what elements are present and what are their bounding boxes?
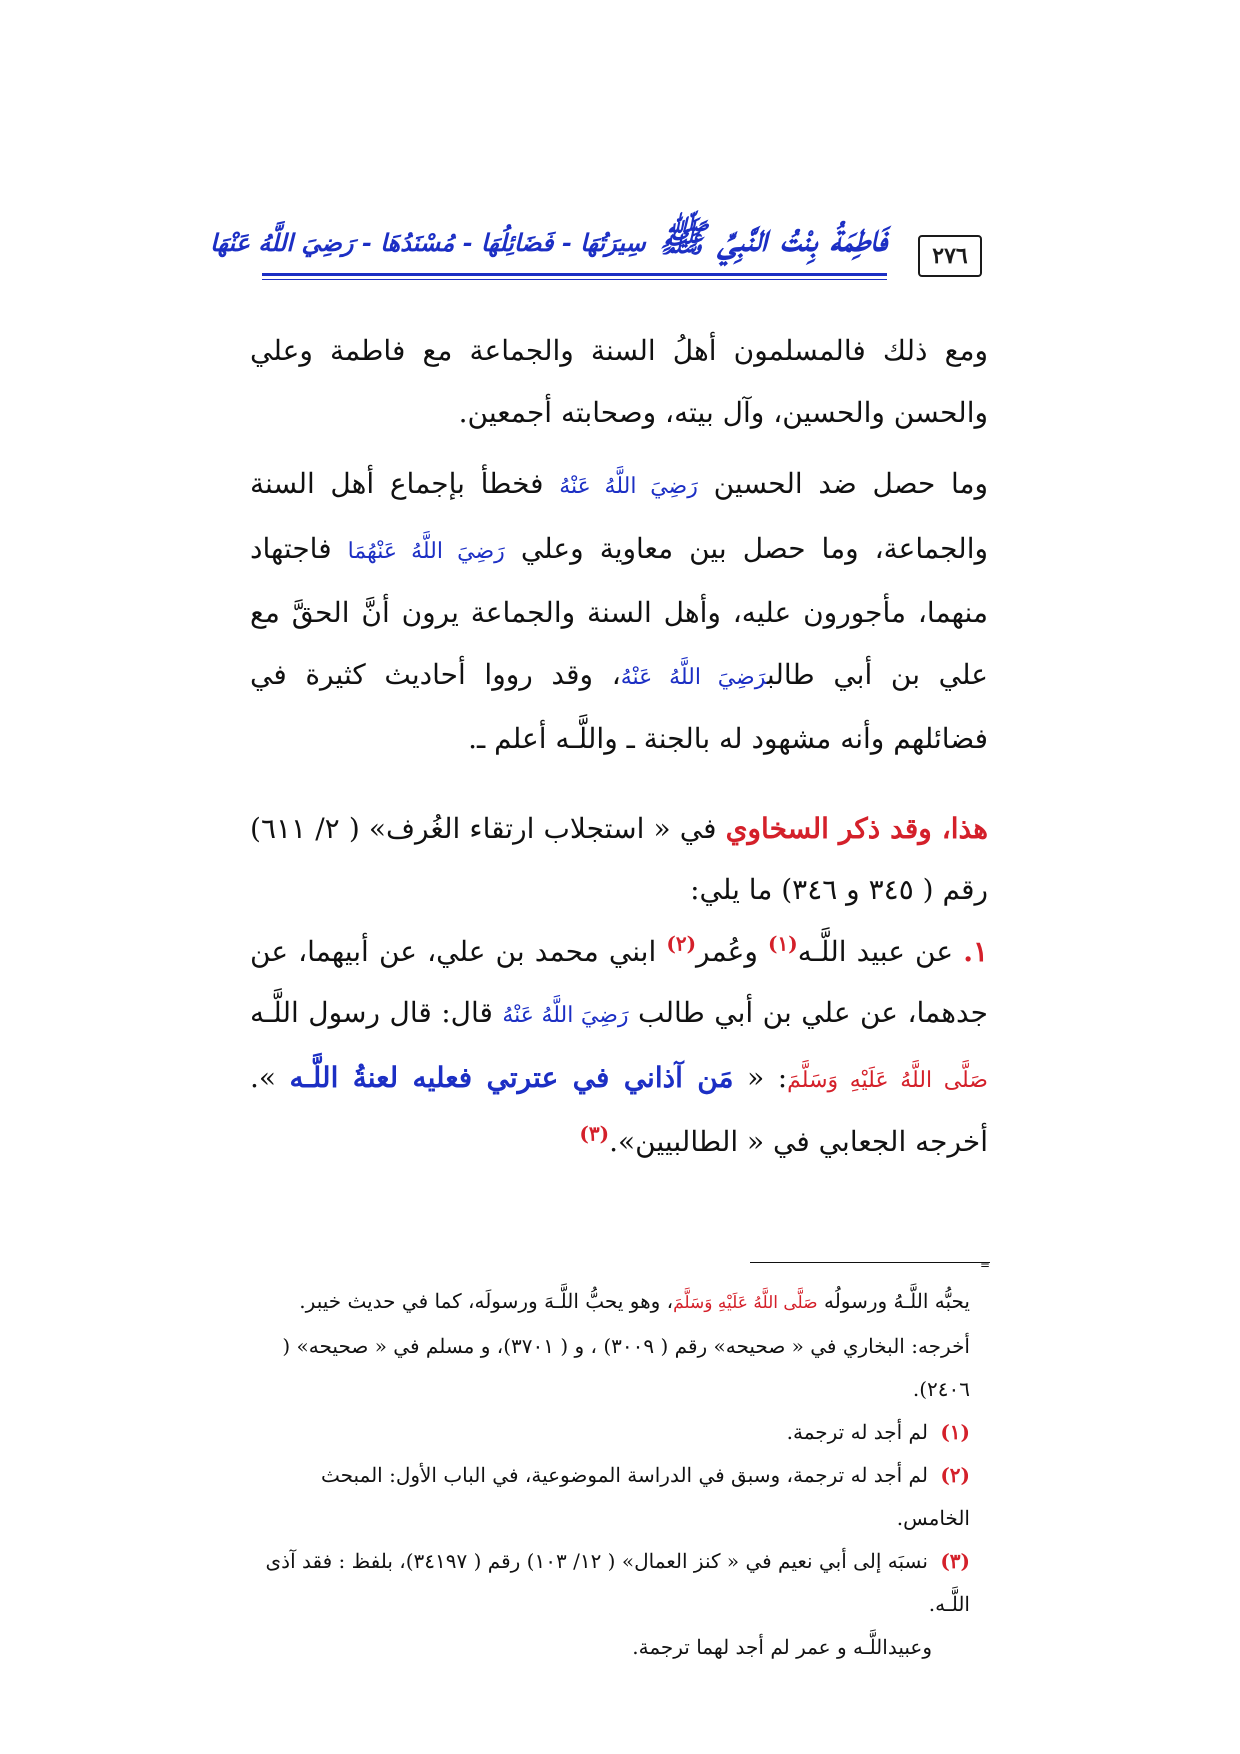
footnote-ref-3[interactable]: (٣) — [579, 1121, 610, 1146]
footnote-number: (٢) — [940, 1463, 970, 1487]
page-number: ٢٧٦ — [918, 235, 982, 277]
footnote-text: لم أجد له ترجمة، وسبق في الدراسة الموضوعية، في الباب الأول: المبحث الخامس. — [320, 1463, 970, 1530]
honorific-phrase: رَضِيَ اللَّهُ عَنْهُمَا — [347, 538, 505, 564]
highlight-heading: هذا، وقد ذكر السخاوي — [725, 811, 989, 845]
honorific-phrase: رَضِيَ اللَّهُ عَنْهُ — [559, 474, 698, 499]
footnote-number: (٣) — [940, 1549, 970, 1573]
running-header — [210, 205, 982, 275]
text-run: في « استجلاب ارتقاء الغُرف» ( ٢/ ٦١١) رقم ( ٣٤٥ و ٣٤٦) ما يلي: — [250, 811, 988, 906]
paragraph-1: ومع ذلك فالمسلمون أهلُ السنة والجماعة مع فاطمة وعلي والحسن والحسين، وآل بيته، وصحابته أجمعين. — [250, 334, 988, 429]
footnote-ref-1[interactable]: (١) — [768, 931, 798, 956]
text-run: قال: قال رسول اللَّـه — [250, 996, 493, 1029]
text-run: وعُمر — [696, 934, 758, 968]
text-run: ، وقد رووا أحاديث كثيرة في فضائلهم وأنه مشهود له بالجنة ـ واللَّـه أعلم ـ. — [250, 657, 988, 755]
honorific-phrase: صَلَّى اللَّهُ عَلَيْهِ وَسَلَّمَ — [673, 1293, 818, 1313]
header-rule-thick — [262, 273, 887, 276]
footnote-continuation — [250, 1280, 988, 1411]
footnote-3-continuation: وعبيداللَّـه و عمر لم أجد لهما ترجمة. — [632, 1635, 932, 1659]
text-run: عن عبيد اللَّـه — [797, 934, 954, 968]
text-run: فخطأ بإجماع أهل السنة والجماعة، وما حصل بين معاوية وعلي — [250, 467, 989, 565]
text-run: وما حصل ضد الحسين — [713, 467, 989, 500]
footnote-text: نسبَه إلى أبي نعيم في « كنز العمال» ( ١٢/ ١٠٣) رقم ( ٣٤١٩٧)، بلفظ : فقد آذى اللَّـه. — [265, 1549, 970, 1616]
text-run: ، وهو يحبُّ اللَّـهَ ورسولَه، كما في حديث خيبر. أخرجه: البخاري في « صحيحه» رقم ( ٣٠٠٩) ، و ( ٣٧٠١)، و مسلم في « صحيحه» ( ٢٤٠٦). — [282, 1289, 970, 1401]
text-run: : « — [747, 1060, 788, 1094]
honorific-phrase: رَضِيَ اللَّهُ عَنْهُ — [502, 1003, 629, 1028]
book-title-main: فَاطِمَةُ بِنْتُ النَّبِيِّ ﷺ — [659, 215, 887, 260]
text-run: ابني محمد بن علي، عن أبيهما، عن جدهما، عن علي بن أبي طالب — [250, 934, 988, 1029]
text-run: فاجتهاد منهما، مأجورون عليه، وأهل السنة والجماعة يرون أنَّ الحقَّ مع علي بن أبي طالب — [250, 531, 988, 691]
footnotes — [250, 1280, 988, 1669]
footnote-continuation-mark: = — [979, 1258, 990, 1272]
footnote-number: (١) — [940, 1420, 970, 1444]
honorific-phrase: رَضِيَ اللَّهُ عَنْهُ — [620, 664, 767, 690]
footnote-text: لم أجد له ترجمة. — [786, 1420, 928, 1444]
paragraph-3 — [250, 798, 988, 921]
paragraph-2 — [250, 453, 988, 770]
main-text — [250, 320, 988, 1173]
text-run: يحبُّه اللَّـهُ ورسولُه — [823, 1289, 970, 1313]
hadith-text: مَن آذاني في عترتي فعليه لعنةُ اللَّـه — [289, 1060, 734, 1094]
header-rule-thin — [262, 279, 887, 280]
book-subtitle: سِيرَتُهَا - فَضَائِلُهَا - مُسْنَدُهَا - رَضِيَ اللَّهُ عَنْهَا — [210, 228, 646, 257]
footnote-1 — [250, 1411, 988, 1454]
item-number: ١. — [963, 934, 988, 968]
paragraph-4 — [250, 921, 988, 1173]
footnote-separator — [750, 1262, 990, 1263]
footnote-ref-2[interactable]: (٢) — [666, 931, 697, 956]
footnote-2 — [250, 1454, 988, 1540]
honorific-phrase: صَلَّى اللَّهُ عَلَيْهِ وَسَلَّمَ — [787, 1067, 988, 1093]
footnote-3 — [250, 1540, 988, 1626]
text-run: ». أخرجه الجعابي في « الطالبيين». — [250, 1060, 988, 1158]
book-title — [210, 215, 887, 270]
